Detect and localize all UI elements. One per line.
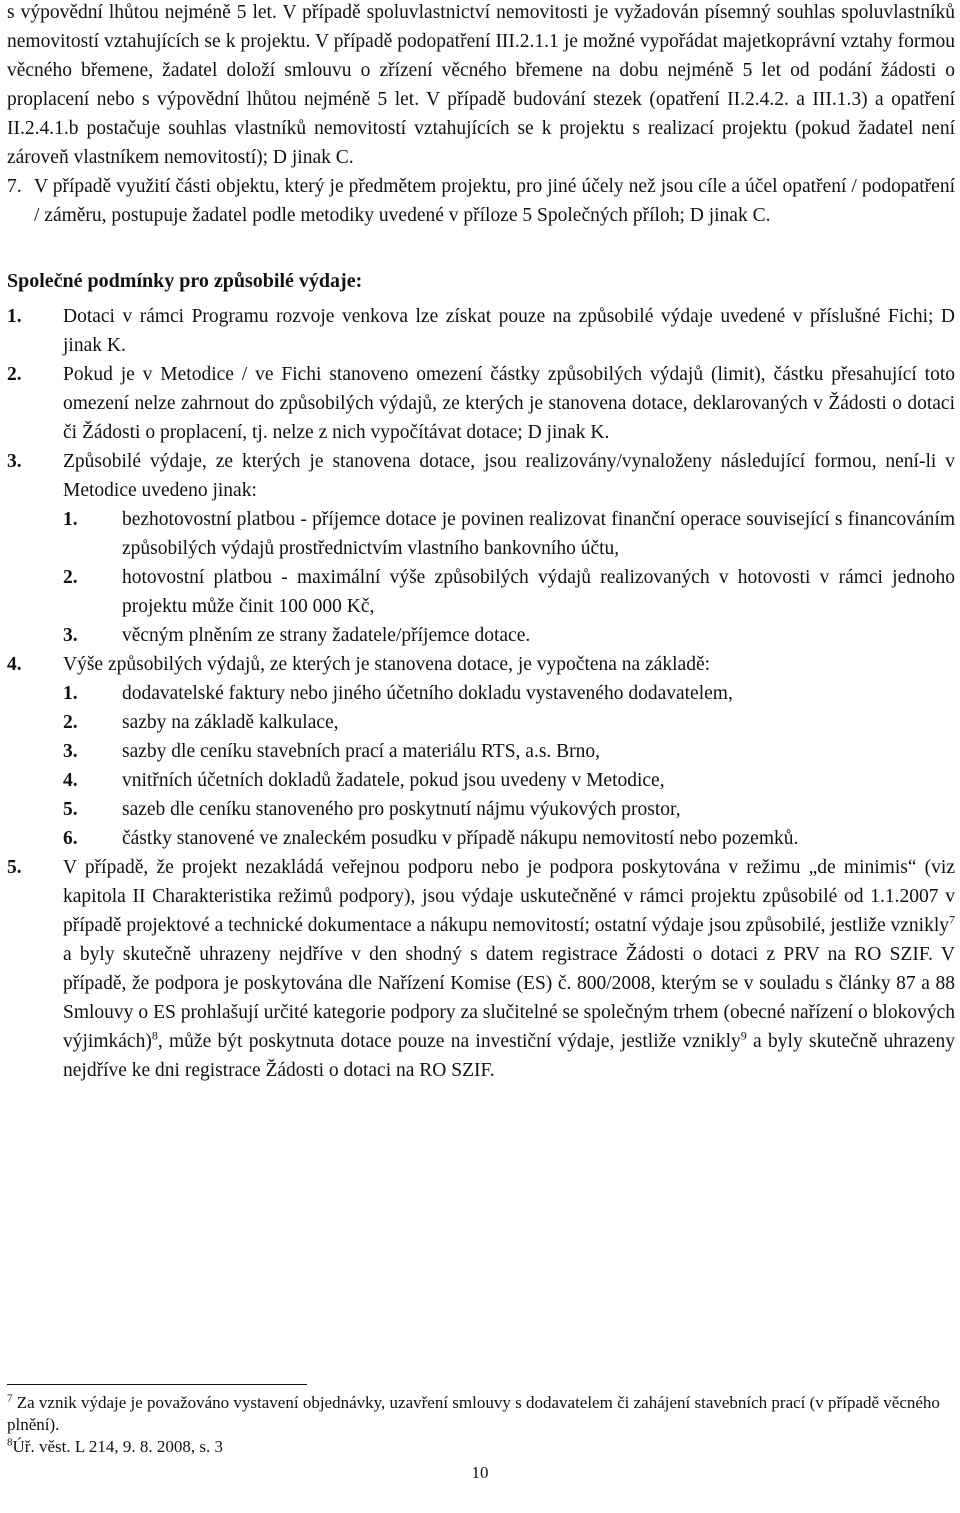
- item-number: 7.: [7, 176, 22, 197]
- intro-paragraph: s výpovědní lhůtou nejméně 5 let. V případě spoluvlastnictví nemovitosti je vyžadován písemný souhlas spoluvlastníků nemovitostí vztahujících se k projektu. V případě podopatření III.2.1.1 je možné vypořádat majetkoprávní vztahy formou věcného břemene, žadatel doloží smlouvu o zřízení věcného břemene na dobu nejméně 5 let od podání žádosti o proplacení nebo s výpovědní lhůtou nejméně 5 let. V případě budování stezek (opatření II.2.4.2. a III.1.3) a opatření II.2.4.1.b postačuje souhlas vlastníků nemovitostí vztahujících se k projektu s realizací projektu (pokud žadatel není zároveň vlastníkem nemovitostí); D jinak C.: [7, 2, 955, 168]
- sub-item-text: sazeb dle ceníku stanoveného pro poskytnutí nájmu výukových prostor,: [122, 799, 681, 820]
- sub-item-number: 1.: [63, 683, 78, 704]
- item-text: Výše způsobilých výdajů, ze kterých je stanovena dotace, je vypočtena na základě:: [63, 654, 711, 675]
- conditions-list: [7, 302, 955, 1085]
- item-text: Způsobilé výdaje, ze kterých je stanovena dotace, jsou realizovány/vynaloženy následující formou, není-li v Metodice uvedeno jinak:: [63, 451, 955, 501]
- item-text: Pokud je v Metodice / ve Fichi stanoveno omezení částky způsobilých výdajů (limit), částku přesahující toto omezení nelze zahrnout do způsobilých výdajů, ze kterých je stanovena dotace, deklarovaných v Žádosti o dotaci či Žádosti o proplacení, tj. nelze z nich vypočítávat dotace; D jinak K.: [63, 364, 955, 443]
- footnote-divider: [7, 1384, 307, 1385]
- item-text: V případě využití části objektu, který je předmětem projektu, pro jiné účely než jsou cíle a účel opatření / podopatření / záměru, postupuje žadatel podle metodiky uvedené v příloze 5 Společných příloh; D jinak C.: [34, 176, 955, 226]
- list-item: [7, 650, 955, 679]
- item-text: Dotaci v rámci Programu rozvoje venkova lze získat pouze na způsobilé výdaje uvedené v příslušné Fichi; D jinak K.: [63, 306, 955, 356]
- list-item-7: [7, 172, 955, 230]
- document-page: [7, 0, 955, 1085]
- sub-list: [63, 679, 955, 853]
- footnote-8: [7, 1436, 952, 1458]
- sub-list-item: [63, 621, 955, 650]
- sub-item-text: věcným plněním ze strany žadatele/příjemce dotace.: [122, 625, 531, 646]
- footnote-ref[interactable]: 7: [949, 912, 955, 927]
- footnote-text: Úř. věst. L 214, 9. 8. 2008, s. 3: [12, 1437, 223, 1456]
- sub-item-text: bezhotovostní platbou - příjemce dotace je povinen realizovat finanční operace související s financováním způsobilých výdajů prostřednictvím vlastního bankovního účtu,: [122, 509, 955, 559]
- sub-item-number: 3.: [63, 741, 78, 762]
- sub-list-item: [63, 563, 955, 621]
- footnote-ref[interactable]: 9: [740, 1028, 747, 1043]
- footnote-ref[interactable]: 8: [151, 1028, 158, 1043]
- section-heading: Společné podmínky pro způsobilé výdaje:: [7, 270, 363, 292]
- sub-item-number: 2.: [63, 567, 78, 588]
- item-text: [63, 853, 955, 1085]
- sub-item-number: 1.: [63, 509, 78, 530]
- sub-item-text: dodavatelské faktury nebo jiného účetního dokladu vystaveného dodavatelem,: [122, 683, 733, 704]
- sub-item-text: sazby dle ceníku stavebních prací a materiálu RTS, a.s. Brno,: [122, 741, 601, 762]
- sub-item-text: sazby na základě kalkulace,: [122, 712, 339, 733]
- item-text-part: a byly skutečně uhrazeny nejdříve v den shodný s datem registrace Žádosti o dotaci z PRV na RO SZIF. V případě, že podpora je poskytována dle Nařízení Komise (ES) č. 800/2008, kterým se v souladu s články 87 a 88 Smlouvy o ES prohlašují určité kategorie podpory za slučitelné se společným trhem (obecné nařízení o blokových výjimkách): [63, 944, 955, 1052]
- sub-list-item: [63, 766, 955, 795]
- item-number: 4.: [7, 654, 22, 675]
- sub-item-text: hotovostní platbou - maximální výše způsobilých výdajů realizovaných v hotovosti v rámci jednoho projektu může činit 100 000 Kč,: [122, 567, 955, 617]
- sub-item-text: částky stanovené ve znaleckém posudku v případě nákupu nemovitostí nebo pozemků.: [122, 828, 799, 849]
- item-number: 3.: [7, 451, 22, 472]
- item-number: 5.: [7, 857, 22, 878]
- sub-item-number: 5.: [63, 799, 78, 820]
- item-text-part: , může být poskytnuta dotace pouze na investiční výdaje, jestliže vznikly: [157, 1031, 741, 1052]
- item-text-part: a byly skutečně uhrazeny nejdříve ke dni registrace Žádosti o dotaci na RO SZIF.: [63, 1031, 955, 1081]
- sub-list-item: [63, 795, 955, 824]
- item-text-part: V případě, že projekt nezakládá veřejnou podporu nebo je podpora poskytována v režimu „de minimis“ (viz kapitola II Charakteristika režimů podpory), jsou výdaje uskutečněné v rámci projektu způsobilé od 1.1.2007 v případě projektové a technické dokumentace a nákupu nemovitostí; ostatní výdaje jsou způsobilé, jestliže vznikly: [63, 857, 955, 936]
- footnote-mark: 7: [7, 1392, 13, 1405]
- sub-item-number: 4.: [63, 770, 78, 791]
- sub-list-item: [63, 737, 955, 766]
- sub-item-text: vnitřních účetních dokladů žadatele, pokud jsou uvedeny v Metodice,: [122, 770, 665, 791]
- sub-list: [63, 505, 955, 650]
- footnote-mark: 8: [7, 1436, 13, 1449]
- item-number: 2.: [7, 364, 22, 385]
- footnote-text: Za vznik výdaje je považováno vystavení objednávky, uzavření smlouvy s dodavatelem či zahájení stavebních prací (v případě věcného plnění).: [7, 1393, 940, 1434]
- sub-list-item: [63, 505, 955, 563]
- sub-item-number: 6.: [63, 828, 78, 849]
- list-item: [7, 360, 955, 447]
- sub-list-item: [63, 708, 955, 737]
- list-item: [7, 302, 955, 360]
- sub-list-item: [63, 679, 955, 708]
- sub-list-item: [63, 824, 955, 853]
- list-item: [7, 853, 955, 1085]
- sub-item-number: 3.: [63, 625, 78, 646]
- footnote-7: [7, 1392, 952, 1436]
- page-number: 10: [471, 1463, 489, 1482]
- sub-item-number: 2.: [63, 712, 78, 733]
- item-number: 1.: [7, 306, 22, 327]
- list-item: [7, 447, 955, 505]
